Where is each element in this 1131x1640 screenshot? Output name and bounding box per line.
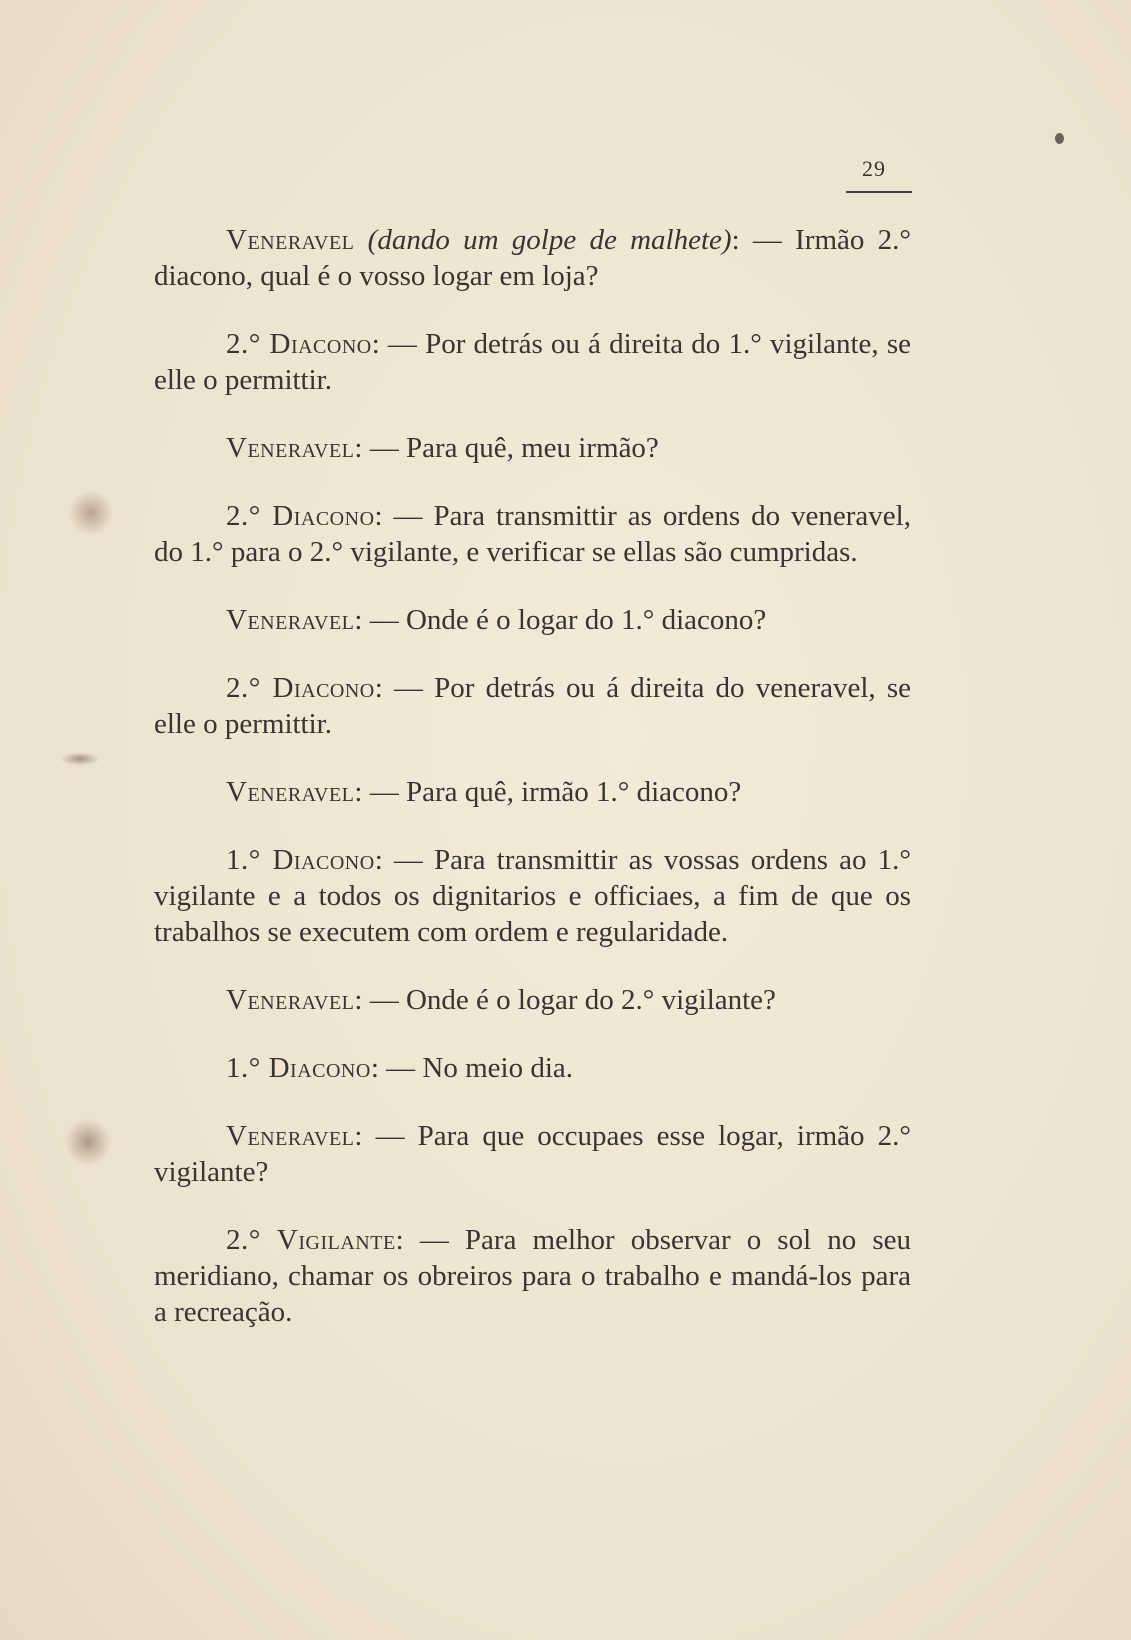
speaker-name: Veneravel (226, 1120, 355, 1152)
dialogue-paragraph (154, 498, 911, 570)
dialogue-line: : — Para melhor observar o sol no seu meridiano, chamar os obreiros para o trabalho e mandá-los para a recreação. (154, 1224, 911, 1328)
dialogue-paragraph (154, 1118, 911, 1190)
paper-stain (60, 752, 100, 766)
speaker-name: Veneravel (226, 776, 355, 808)
dialogue-paragraph (154, 774, 911, 810)
paper-stain (1055, 133, 1064, 144)
dialogue-paragraph (154, 670, 911, 742)
paper-stain (68, 490, 114, 536)
dialogue-line: : — Irmão 2.° diacono, qual é o vosso logar em loja? (154, 224, 912, 292)
dialogue-line: : — No meio dia. (370, 1052, 573, 1084)
stage-direction: (dando um golpe de malhete) (367, 224, 732, 256)
speaker-name: Veneravel (226, 604, 355, 636)
paper-stain (64, 1118, 112, 1166)
speaker-name: Veneravel (226, 432, 355, 464)
speaker-name: 1.° Diacono (226, 1052, 371, 1084)
dialogue-paragraph (154, 430, 911, 466)
speaker-name: 2.° Diacono (226, 328, 372, 360)
dialogue-paragraph (154, 1222, 911, 1330)
dialogue-paragraph (154, 982, 911, 1018)
speaker-name: 2.° Diacono (226, 500, 375, 532)
dialogue-line: : — Para transmittir as ordens do veneravel, do 1.° para o 2.° vigilante, e verificar se ellas são cumpridas. (154, 500, 911, 568)
dialogue-line: : — Por detrás ou á direita do 1.° vigilante, se elle o permittir. (154, 328, 911, 396)
dialogue-paragraph (154, 222, 911, 294)
dialogue-paragraph (154, 602, 911, 638)
dialogue-line: : — Para que occupaes esse logar, irmão 2.° vigilante? (154, 1120, 911, 1188)
speaker-name: 2.° Diacono (226, 672, 375, 704)
dialogue-paragraph (154, 842, 911, 950)
page-number-rule (846, 191, 912, 193)
speaker-name: Veneravel (226, 224, 355, 256)
dialogue-line: : — Para quê, meu irmão? (354, 432, 659, 464)
speaker-name: 1.° Diacono (226, 844, 375, 876)
dialogue-line: : — Onde é o logar do 2.° vigilante? (354, 984, 776, 1016)
dialogue-line: : — Para quê, irmão 1.° diacono? (354, 776, 742, 808)
dialogue-text (154, 222, 911, 1362)
dialogue-paragraph (154, 326, 911, 398)
dialogue-line: : — Onde é o logar do 1.° diacono? (354, 604, 767, 636)
dialogue-line: : — Para transmittir as vossas ordens ao 1.° vigilante e a todos os dignitarios e officiaes, a fim de que os trabalhos se executem com ordem e regularidade. (154, 844, 911, 948)
page-number: 29 (862, 156, 886, 181)
dialogue-line: : — Por detrás ou á direita do veneravel, se elle o permittir. (154, 672, 911, 740)
dialogue-paragraph (154, 1050, 911, 1086)
speaker-name: 2.° Vigilante (226, 1224, 396, 1256)
speaker-name: Veneravel (226, 984, 355, 1016)
